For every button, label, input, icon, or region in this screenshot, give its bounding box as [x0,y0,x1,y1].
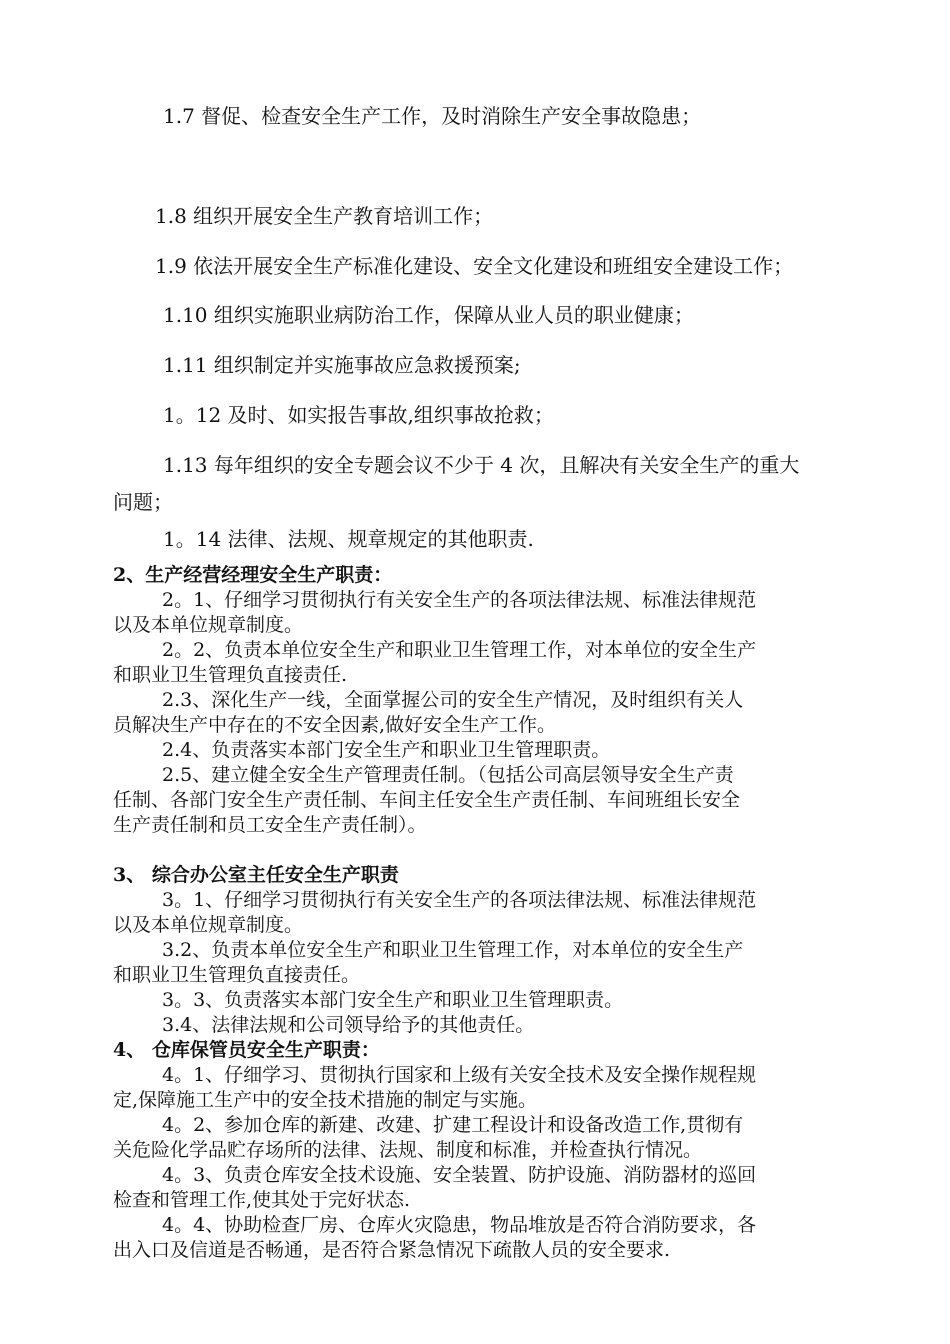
item-1-14: 1。14 法律、法规、规章规定的其他职责. [163,527,534,551]
section-2-heading: 2、生产经营经理安全生产职责： [113,564,393,586]
section-4-line: 定,保障施工生产中的安全技术措施的制定与实施。 [113,1089,538,1111]
section-4-heading: 4、 仓库保管员安全生产职责： [113,1039,380,1061]
item-1-9: 1.9 依法开展安全生产标准化建设、安全文化建设和班组安全建设工作； [155,254,794,278]
section-2-line: 以及本单位规章制度。 [113,614,304,636]
section-3-line: 和职业卫生管理负直接责任。 [113,964,361,986]
section-4-line: 检查和管理工作,使其处于完好状态. [113,1189,411,1211]
section-2-line: 2。1、仔细学习贯彻执行有关安全生产的各项法律法规、标准法律规范 [162,589,757,611]
section-3-line: 以及本单位规章制度。 [113,914,304,936]
section-2-line: 2。2、负责本单位安全生产和职业卫生管理工作，对本单位的安全生产 [162,639,757,661]
section-3-line: 3。1、仔细学习贯彻执行有关安全生产的各项法律法规、标准法律规范 [162,889,757,911]
section-2-line: 2.4、负责落实本部门安全生产和职业卫生管理职责。 [162,739,611,761]
section-3-heading: 3、 综合办公室主任安全生产职责 [113,864,399,886]
section-2-line: 和职业卫生管理负直接责任. [113,664,348,686]
section-2-line: 生产责任制和员工安全生产责任制）。 [113,814,427,836]
section-2-line: 员解决生产中存在的不安全因素,做好安全生产工作。 [113,714,557,736]
section-2-line: 2.5、建立健全安全生产管理责任制。（包括公司高层领导安全生产责 [162,764,734,786]
section-4-line: 关危险化学品贮存场所的法律、法规、制度和标准，并检查执行情况。 [113,1139,703,1161]
item-1-13-line1: 1.13 每年组织的安全专题会议不少于 4 次，且解决有关安全生产的重大 [163,453,800,477]
section-3-line: 3.4、法律法规和公司领导给予的其他责任。 [162,1014,535,1036]
item-1-11: 1.11 组织制定并实施事故应急救援预案; [163,353,521,377]
item-1-8: 1.8 组织开展安全生产教育培训工作； [155,204,494,228]
item-1-12: 1。12 及时、如实报告事故,组织事故抢救； [163,403,554,427]
section-2-line: 任制、各部门安全生产责任制、车间主任安全生产责任制、车间班组长安全 [113,789,741,811]
section-3-line: 3.2、负责本单位安全生产和职业卫生管理工作，对本单位的安全生产 [162,939,744,961]
section-4-line: 4。4、协助检查厂房、仓库火灾隐患，物品堆放是否符合消防要求，各 [162,1214,757,1236]
item-1-10: 1.10 组织实施职业病防治工作，保障从业人员的职业健康； [163,303,694,327]
section-4-line: 4。2、参加仓库的新建、改建、扩建工程设计和设备改造工作,贯彻有 [162,1114,744,1136]
section-3-line: 3。3、负责落实本部门安全生产和职业卫生管理职责。 [162,989,624,1011]
item-1-7: 1.7 督促、检查安全生产工作，及时消除生产安全事故隐患； [163,104,702,128]
section-2-line: 2.3、深化生产一线，全面掌握公司的安全生产情况，及时组织有关人 [162,689,744,711]
section-4-line: 4。1、仔细学习、贯彻执行国家和上级有关安全技术及安全操作规程规 [162,1064,757,1086]
section-4-line: 出入口及信道是否畅通，是否符合紧急情况下疏散人员的安全要求. [113,1239,671,1261]
item-1-13-line2: 问题； [113,490,173,514]
section-4-line: 4。3、负责仓库安全技术设施、安全装置、防护设施、消防器材的巡回 [162,1164,757,1186]
